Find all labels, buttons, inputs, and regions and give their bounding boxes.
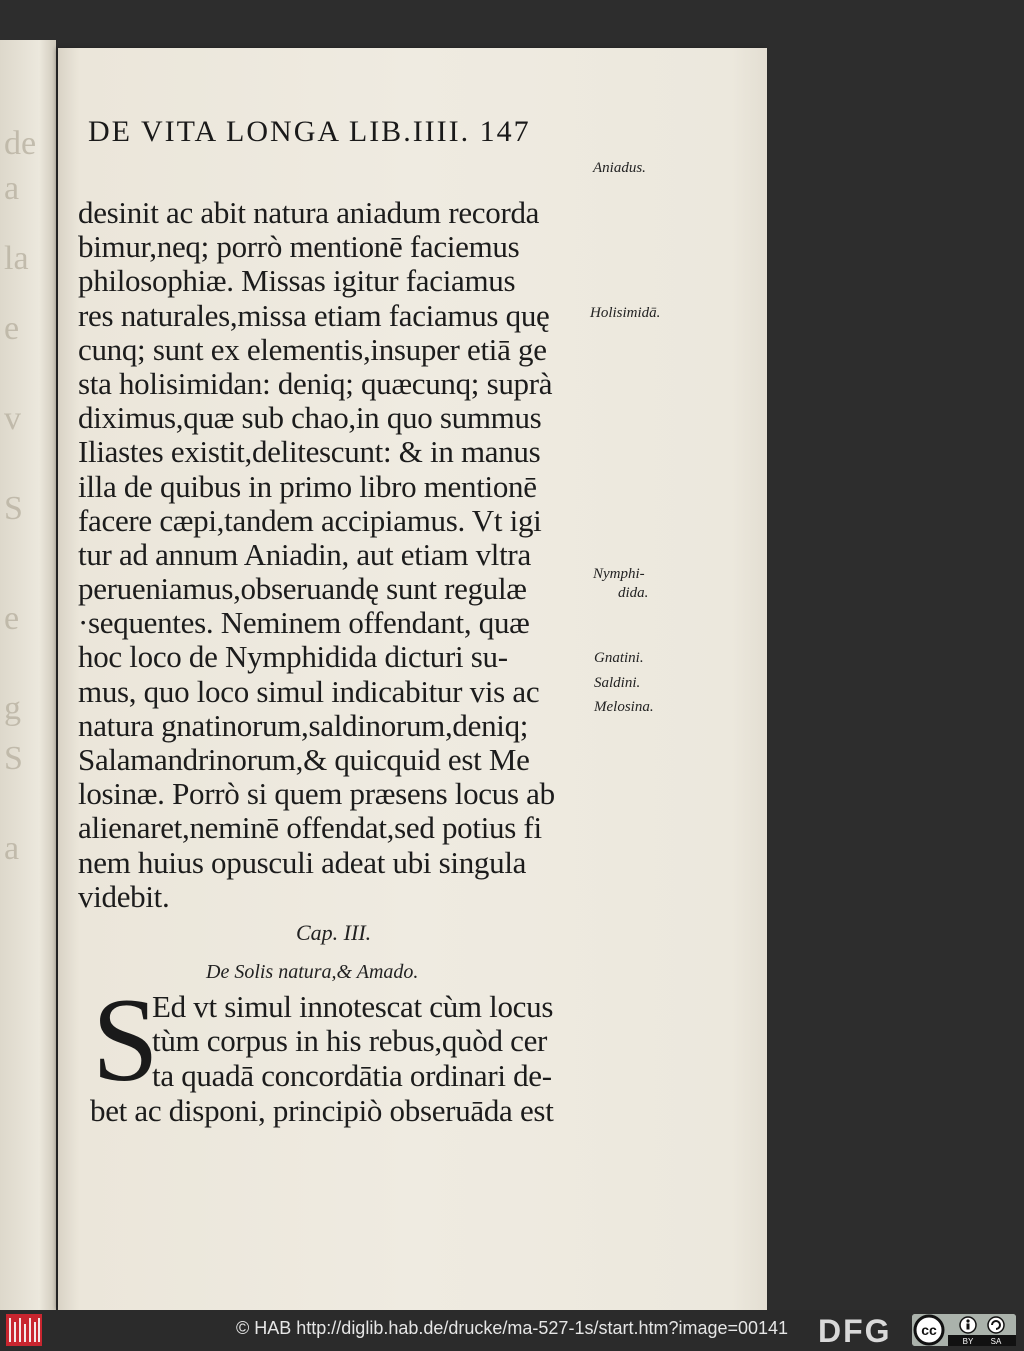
marginal-note-gnatini: Gnatini. bbox=[594, 650, 644, 666]
marginal-note-nymphidida-2: dida. bbox=[618, 585, 649, 601]
text-line: nem huius opusculi adeat ubi singula bbox=[78, 844, 527, 880]
dfg-logo-text: DFG bbox=[818, 1316, 892, 1346]
dfg-logo-icon bbox=[818, 1316, 910, 1346]
cc-by-sa-license-icon[interactable] bbox=[912, 1314, 1016, 1346]
marginal-note-nymphidida-1: Nymphi- bbox=[593, 566, 645, 582]
text-line: hoc loco de Nymphidida dicturi su- bbox=[78, 639, 508, 675]
text-line: bet ac disponi, principiò obseruāda est bbox=[90, 1093, 554, 1128]
drop-cap-initial: S bbox=[92, 973, 159, 1106]
body-text bbox=[78, 196, 618, 914]
cc-license-graphic bbox=[912, 1314, 1016, 1346]
text-line: ·sequentes. Neminem offendant, quæ bbox=[78, 605, 530, 641]
text-line: perueniamus,obseruandę sunt regulæ bbox=[78, 571, 527, 607]
chapter-heading: Cap. III. bbox=[296, 920, 372, 945]
text-line: videbit. bbox=[78, 878, 170, 914]
text-line: mus, quo loco simul indicabitur vis ac bbox=[78, 673, 540, 709]
text-line: tùm corpus in his rebus,quòd cer bbox=[152, 1023, 548, 1059]
cc-logo-text: cc bbox=[921, 1322, 937, 1338]
previous-page-edge: de a la e v S e g S a bbox=[0, 40, 56, 1310]
book-page bbox=[58, 48, 767, 1310]
running-header: DE VITA LONGA LIB.IIII. 147 bbox=[88, 115, 531, 148]
citation-link[interactable]: © HAB http://diglib.hab.de/drucke/ma-527-1s/start.htm?image=00141 bbox=[236, 1318, 789, 1338]
marginal-note-saldini: Saldini. bbox=[594, 675, 641, 691]
chapter-opening-text bbox=[152, 990, 612, 1093]
text-line: tur ad annum Aniadin, aut etiam vltra bbox=[78, 536, 531, 572]
marginal-note-holisimida: Holisimidā. bbox=[590, 305, 661, 321]
text-line: losinæ. Porrò si quem præsens locus ab bbox=[78, 776, 555, 812]
text-line: desinit ac abit natura aniadum recorda bbox=[78, 195, 540, 230]
footer-bar bbox=[0, 1310, 1024, 1350]
text-line: diximus,quæ sub chao,in quo summus bbox=[78, 400, 542, 436]
chapter-subheading: De Solis natura,& Amado. bbox=[206, 961, 419, 983]
hab-library-logo-icon bbox=[6, 1314, 42, 1346]
text-line: illa de quibus in primo libro mentionē bbox=[78, 468, 537, 504]
text-line: Iliastes existit,delitescunt: & in manus bbox=[78, 434, 541, 470]
text-line: Salamandrinorum,& quicquid est Me bbox=[78, 742, 530, 777]
text-line: philosophiæ. Missas igitur faciamus bbox=[78, 263, 516, 299]
marginal-note-aniadus: Aniadus. bbox=[593, 160, 646, 176]
text-line: bimur,neq; porrò mentionē faciemus bbox=[78, 229, 520, 265]
text-line: res naturales,missa etiam faciamus quę bbox=[78, 297, 550, 333]
text-line: Ed vt simul innotescat cùm locus bbox=[152, 989, 554, 1024]
cc-by-text: BY bbox=[962, 1337, 974, 1346]
text-line: ta quadā concordātia ordinari de- bbox=[152, 1057, 552, 1093]
marginal-note-melosina: Melosina. bbox=[594, 699, 654, 715]
cc-sa-text: SA bbox=[990, 1337, 1002, 1346]
text-line: sta holisimidan: deniq; quæcunq; suprà bbox=[78, 365, 553, 401]
text-line: natura gnatinorum,saldinorum,deniq; bbox=[78, 707, 529, 743]
text-line: cunq; sunt ex elementis,insuper etiā ge bbox=[78, 331, 547, 367]
text-line: facere cæpi,tandem accipiamus. Vt igi bbox=[78, 502, 542, 538]
text-line: alienaret,neminē offendat,sed potius fi bbox=[78, 810, 542, 846]
